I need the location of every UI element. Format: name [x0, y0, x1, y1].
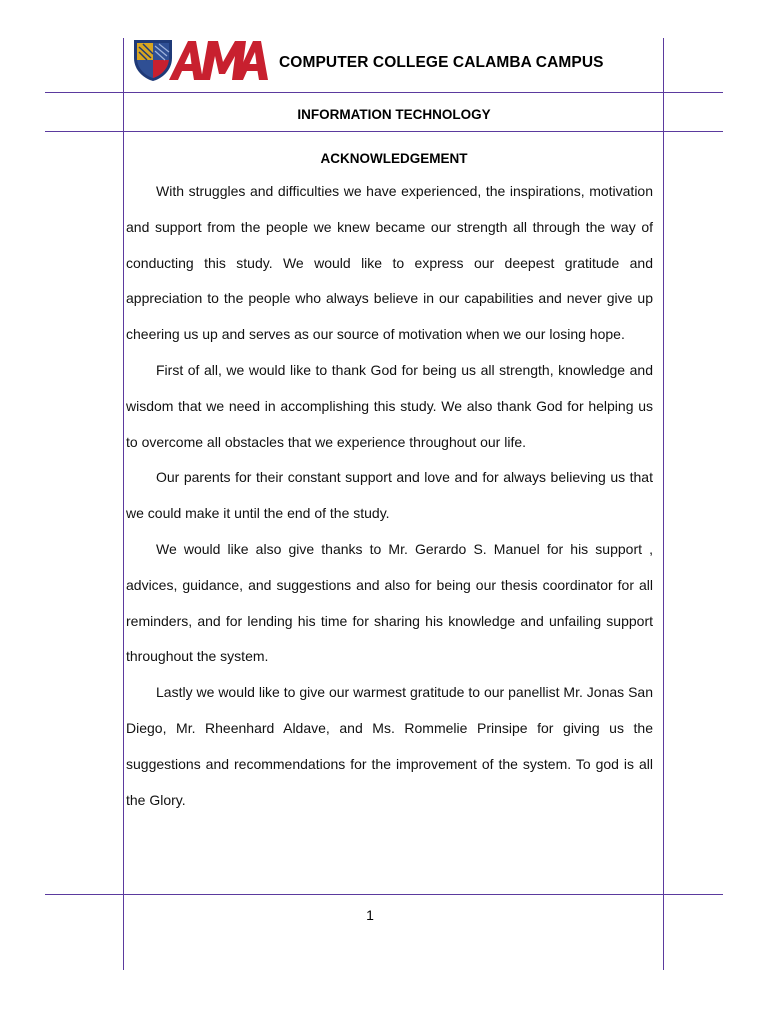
header-rule-top — [45, 92, 723, 93]
paragraph: First of all, we would like to thank God for being us all strength, knowledge and wisdom that we need in accomplishing this study. We also thank God for helping us to overcome all obstacles that we experience throughout our life. — [126, 361, 653, 450]
footer-rule — [45, 894, 723, 895]
campus-title: COMPUTER COLLEGE CALAMBA CAMPUS — [279, 54, 604, 71]
header-rule-bottom — [45, 131, 723, 132]
paragraph: Our parents for their constant support and love and for always believing us that we could make it until the end of the study. — [126, 469, 653, 522]
document-body — [126, 174, 653, 818]
paragraph: We would like also give thanks to Mr. Gerardo S. Manuel for his support , advices, guidance, and suggestions and also for being our thesis coordinator for all reminders, and for lending his time for sharing his knowledge and unfailing support throughout the system. — [126, 540, 653, 665]
paragraph: Lastly we would like to give our warmest gratitude to our panellist Mr. Jonas San Diego, Mr. Rheenhard Aldave, and Ms. Rommelie Prinsipe for giving us the suggestions and recommendations for the improvement of the system. To god is all the Glory. — [126, 684, 653, 808]
document-heading: ACKNOWLEDGEMENT — [320, 151, 468, 166]
left-margin-rule — [123, 38, 124, 970]
page-number: 1 — [366, 907, 374, 923]
right-margin-rule — [663, 38, 664, 970]
paragraph: With struggles and difficulties we have experienced, the inspirations, motivation and support from the people we knew became our strength all through the way of conducting this study. We would like to express our deepest gratitude and appreciation to the people who always believe in our capabilities and never give up cheering us up and serves as our source of motivation when we our losing hope. — [126, 183, 653, 343]
department-title: INFORMATION TECHNOLOGY — [297, 107, 491, 122]
ama-logo-graphic — [133, 38, 269, 82]
ama-logo — [133, 38, 269, 82]
